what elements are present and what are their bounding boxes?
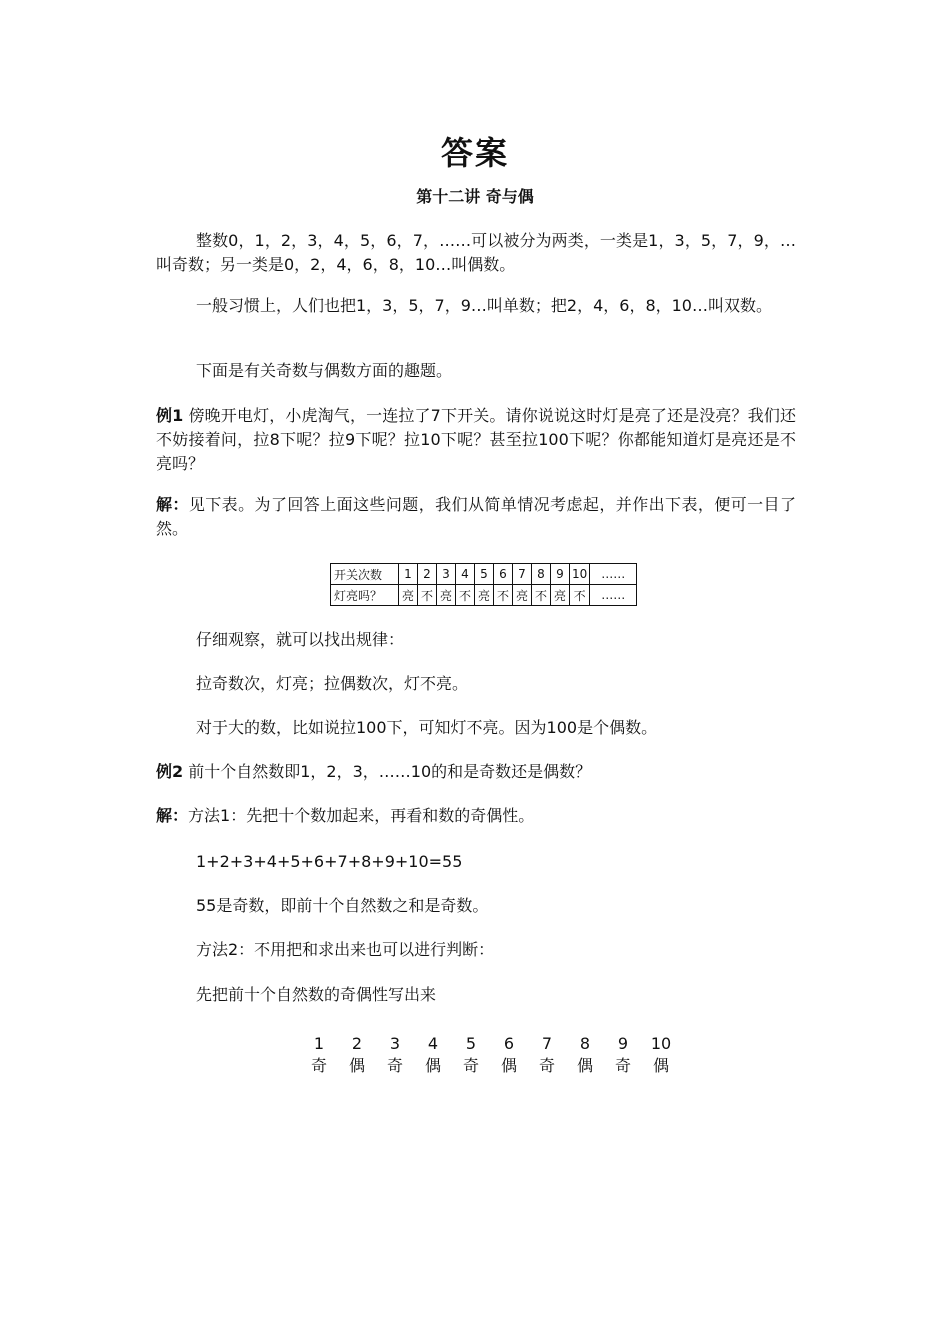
sum-result: 55是奇数，即前十个自然数之和是奇数。	[196, 896, 489, 915]
number-label: 6	[503, 1034, 515, 1053]
switch-light-table	[330, 563, 637, 606]
example-1-text: 傍晚开电灯，小虎淘气，一连拉了7下开关。请你说说这时灯是亮了还是没亮？我们还不妨接着问，拉8下呢？拉9下呢？拉10下呢？甚至拉100下呢？你都能知道灯是亮还是不亮吗？	[156, 406, 796, 473]
number-label: 4	[427, 1034, 439, 1053]
parity-label: 奇	[386, 1056, 403, 1075]
table-cell: 不	[456, 585, 475, 606]
intro-paragraph-1: 整数0，1，2，3，4，5，6，7，……可以被分为两类，一类是1，3，5，7，9，…叫奇数；另一类是0，2，4，6，8，10…叫偶数。	[156, 231, 796, 274]
table-cell: ……	[590, 564, 637, 585]
table-cell: 8	[532, 564, 551, 585]
example-2	[156, 760, 796, 784]
number-label: 8	[579, 1034, 591, 1053]
table-cell: 不	[532, 585, 551, 606]
number-label: 2	[351, 1034, 363, 1053]
table-header-light-on: 灯亮吗？	[331, 585, 399, 606]
step-text: 先把前十个自然数的奇偶性写出来	[196, 985, 437, 1004]
table-cell: 7	[513, 564, 532, 585]
parity-item	[528, 1033, 566, 1077]
parity-label: 奇	[614, 1056, 631, 1075]
table-cell: 4	[456, 564, 475, 585]
table-cell: 亮	[551, 585, 570, 606]
number-label: 9	[617, 1034, 629, 1053]
table-cell: 1	[399, 564, 418, 585]
table-cell: 亮	[513, 585, 532, 606]
sum-equation: 1+2+3+4+5+6+7+8+9+10=55	[196, 852, 463, 871]
example-2-text: 前十个自然数即1，2，3，……10的和是奇数还是偶数？	[188, 762, 592, 781]
parity-list	[300, 1033, 680, 1077]
table-cell: 不	[494, 585, 513, 606]
example-1	[156, 404, 796, 476]
parity-item	[642, 1033, 680, 1077]
solution-2-label: 解：	[156, 806, 189, 825]
observe-text: 仔细观察，就可以找出规律：	[196, 630, 405, 649]
light-state-row	[331, 585, 637, 606]
switch-count-row	[331, 564, 637, 585]
table-cell: 亮	[399, 585, 418, 606]
table-cell: ……	[590, 585, 637, 606]
method-2-text: 方法2：不用把和求出来也可以进行判断：	[196, 940, 495, 959]
number-label: 3	[389, 1034, 401, 1053]
number-label: 10	[650, 1034, 672, 1053]
parity-label: 偶	[652, 1056, 669, 1075]
number-label: 5	[465, 1034, 477, 1053]
intro-paragraph-2: 一般习惯上，人们也把1，3，5，7，9…叫单数；把2，4，6，8，10…叫双数。	[196, 296, 772, 315]
solution-1-label: 解：	[156, 495, 189, 514]
parity-item	[300, 1033, 338, 1077]
big-number-text: 对于大的数，比如说拉100下，可知灯不亮。因为100是个偶数。	[196, 718, 658, 737]
solution-1-text: 见下表。为了回答上面这些问题，我们从简单情况考虑起，并作出下表，便可一目了然。	[156, 495, 796, 538]
parity-item	[376, 1033, 414, 1077]
table-cell: 不	[418, 585, 437, 606]
table-header-switch-count: 开关次数	[331, 564, 399, 585]
rule-text: 拉奇数次，灯亮；拉偶数次，灯不亮。	[196, 674, 469, 693]
example-2-label: 例2	[156, 762, 184, 781]
example-1-label: 例1	[156, 406, 184, 425]
parity-label: 奇	[310, 1056, 327, 1075]
parity-label: 奇	[462, 1056, 479, 1075]
table-cell: 10	[570, 564, 590, 585]
parity-label: 偶	[576, 1056, 593, 1075]
table-cell: 2	[418, 564, 437, 585]
parity-label: 奇	[538, 1056, 555, 1075]
table-cell: 3	[437, 564, 456, 585]
parity-item	[338, 1033, 376, 1077]
table-cell: 亮	[437, 585, 456, 606]
intro-paragraph-3: 下面是有关奇数与偶数方面的趣题。	[196, 361, 453, 380]
number-label: 1	[313, 1034, 325, 1053]
parity-label: 偶	[348, 1056, 365, 1075]
lecture-subtitle: 第十二讲 奇与偶	[416, 187, 534, 206]
parity-item	[604, 1033, 642, 1077]
solution-2	[156, 804, 796, 828]
parity-label: 偶	[500, 1056, 517, 1075]
table-cell: 不	[570, 585, 590, 606]
method-1-text: 方法1：先把十个数加起来，再看和数的奇偶性。	[188, 806, 535, 825]
number-label: 7	[541, 1034, 553, 1053]
table-cell: 亮	[475, 585, 494, 606]
parity-item	[490, 1033, 528, 1077]
parity-item	[566, 1033, 604, 1077]
table-cell: 9	[551, 564, 570, 585]
parity-label: 偶	[424, 1056, 441, 1075]
solution-1	[156, 493, 796, 541]
parity-item	[452, 1033, 490, 1077]
page-title: 答案	[440, 134, 509, 172]
table-cell: 6	[494, 564, 513, 585]
table-cell: 5	[475, 564, 494, 585]
parity-item	[414, 1033, 452, 1077]
